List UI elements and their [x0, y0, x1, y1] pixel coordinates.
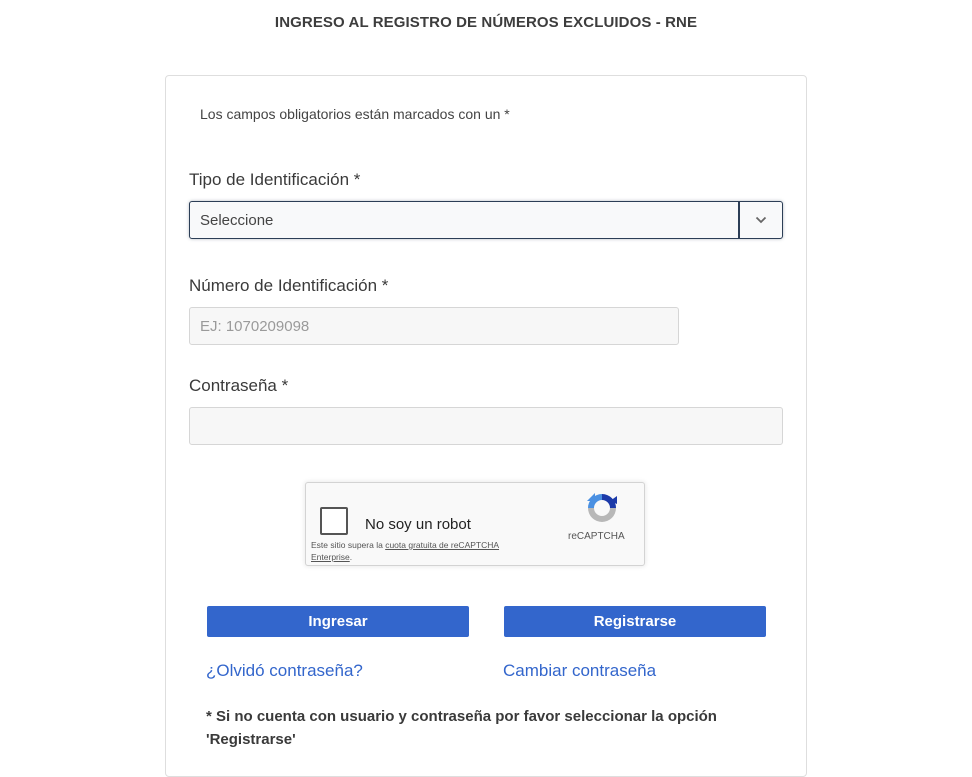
recaptcha-logo-icon — [584, 490, 620, 526]
password-input[interactable] — [189, 407, 783, 445]
id-number-input[interactable] — [189, 307, 679, 345]
footnote-line-1: * Si no cuenta con usuario y contraseña por favor seleccionar la opción — [206, 708, 717, 725]
register-footnote — [206, 705, 726, 751]
recaptcha-widget — [305, 482, 645, 566]
id-type-select[interactable] — [189, 201, 783, 239]
recaptcha-enterprise-link[interactable]: cuota gratuita de reCAPTCHA Enterprise — [311, 540, 500, 562]
id-type-selected-value: Seleccione — [200, 212, 274, 229]
recaptcha-note-text: Este sitio supera la — [311, 540, 386, 550]
recaptcha-brand: reCAPTCHA — [568, 531, 625, 542]
required-fields-note: Los campos obligatorios están marcados con un * — [200, 106, 510, 122]
change-password-link[interactable]: Cambiar contraseña — [503, 661, 657, 680]
chevron-down-icon[interactable] — [738, 202, 782, 238]
forgot-password-link[interactable]: ¿Olvidó contraseña? — [206, 661, 363, 680]
recaptcha-note — [311, 539, 501, 563]
id-type-label: Tipo de Identificación * — [189, 170, 361, 189]
register-button[interactable]: Registrarse — [504, 606, 766, 637]
password-label: Contraseña * — [189, 376, 289, 395]
recaptcha-note-suffix: . — [349, 552, 353, 562]
recaptcha-label: No soy un robot — [365, 516, 471, 533]
page-title: INGRESO AL REGISTRO DE NÚMEROS EXCLUIDOS - RNE — [274, 14, 698, 31]
id-number-label: Número de Identificación * — [189, 276, 389, 295]
login-button[interactable]: Ingresar — [207, 606, 469, 637]
footnote-line-2: 'Registrarse' — [206, 731, 296, 748]
recaptcha-checkbox[interactable] — [320, 507, 348, 535]
